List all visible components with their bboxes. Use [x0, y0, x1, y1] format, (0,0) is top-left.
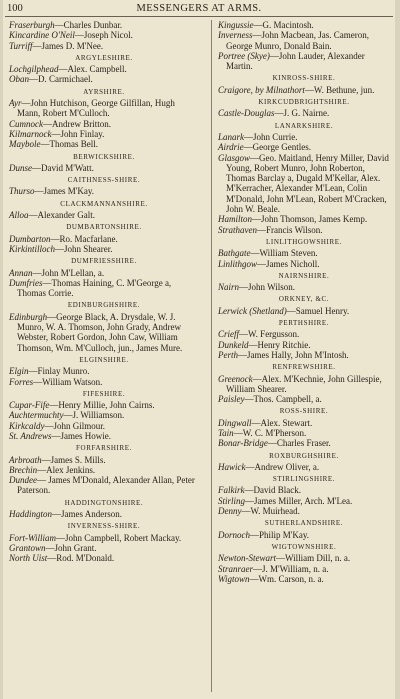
- messenger-names: —W. Fergusson.: [239, 329, 300, 340]
- place-name: Stranraer: [218, 563, 254, 574]
- messenger-names: —Geo. Maitland, Henry Miller, David Young, Robert Munro, John Roberton, Thomas Barclay a, Dugald M'Kellar, Alex. M'Kerracher, Alexander M'Lean, Colin M'Donald, John M'Lean, Robert M'Cracken, John W. Beale.: [226, 152, 389, 215]
- county-heading: STIRLINGSHIRE.: [272, 475, 336, 484]
- directory-entry: [9, 475, 199, 496]
- directory-entry: [218, 438, 390, 448]
- messenger-names: —William Watson.: [33, 376, 103, 387]
- messenger-names: —Francis Wilson.: [257, 224, 323, 235]
- messenger-names: —W. Bethune, jun.: [304, 84, 375, 95]
- directory-entry: [218, 85, 390, 95]
- directory-entry: [9, 20, 199, 30]
- directory-entry: [9, 278, 199, 299]
- left-column: [9, 20, 199, 564]
- directory-entry: [218, 225, 390, 235]
- page-number: 100: [7, 3, 23, 14]
- directory-entry: [218, 340, 390, 350]
- place-name: Dumbarton: [9, 233, 51, 244]
- place-name: Nairn: [218, 282, 240, 293]
- running-title: MESSENGERS AT ARMS.: [136, 3, 262, 14]
- header-rule: [5, 16, 393, 17]
- place-name: Lochgilphead: [9, 64, 59, 75]
- county-heading: CLACKMANNANSHIRE.: [60, 199, 148, 208]
- messenger-names: —James Hally, John M'Intosh.: [238, 349, 349, 360]
- messenger-names: —Andrew Britton.: [43, 118, 111, 129]
- directory-entry: [9, 533, 199, 543]
- directory-entry: [218, 306, 390, 316]
- messenger-names: —Philip M'Kay.: [250, 529, 310, 540]
- directory-entry: [9, 553, 199, 563]
- messenger-names: —David M'Watt.: [32, 162, 94, 173]
- messenger-names: —William Dill, n. a.: [276, 553, 351, 564]
- messenger-names: —John Grant.: [45, 542, 97, 553]
- directory-entry: [218, 51, 390, 72]
- directory-entry: [218, 282, 390, 292]
- messenger-names: —James S. Mills.: [41, 454, 106, 465]
- directory-entry: [218, 132, 390, 142]
- messenger-names: —Alexander Galt.: [28, 210, 95, 221]
- place-name: Dunkeld: [218, 339, 249, 350]
- messenger-names: —Thomas Bell.: [40, 139, 98, 150]
- county-heading: BERWICKSHIRE.: [73, 152, 135, 161]
- directory-entry: [9, 465, 199, 475]
- place-name: Bonar-Bridge: [218, 438, 268, 449]
- place-name: Haddington: [9, 509, 53, 520]
- messenger-names: —J. M'William, n. a.: [253, 563, 329, 574]
- directory-entry: [218, 214, 390, 224]
- directory-entry: [218, 462, 390, 472]
- directory-entry: [9, 234, 199, 244]
- right-column: [218, 20, 390, 584]
- place-name: Perth: [218, 349, 238, 360]
- directory-entry: [218, 153, 390, 215]
- messenger-names: —Samuel Henry.: [286, 305, 350, 316]
- county-heading: AYRSHIRE.: [83, 87, 125, 96]
- messenger-names: —John M'Lellan, a.: [32, 267, 105, 278]
- place-name: Inverness: [218, 30, 253, 41]
- place-name: Hamilton: [218, 214, 253, 225]
- county-heading: KIRKCUDBRIGHTSHIRE.: [258, 98, 350, 107]
- place-name: Falkirk: [218, 485, 245, 496]
- directory-entry: [9, 64, 199, 74]
- place-name: Fraserburgh: [9, 20, 55, 30]
- directory-entry: [218, 428, 390, 438]
- messenger-names: —Joseph Nicol.: [74, 30, 133, 41]
- place-name: Wigtown: [218, 573, 250, 584]
- county-heading: NAIRNSHIRE.: [278, 271, 330, 280]
- directory-entry: [218, 530, 390, 540]
- messenger-names: —Wm. Carson, n. a.: [249, 573, 324, 584]
- county-heading: HADDINGTONSHIRE.: [64, 498, 144, 507]
- messenger-names: —John Hutchison, George Gilfillan, Hugh Mann, Robert M'Culloch.: [17, 98, 175, 119]
- messenger-names: —David Black.: [244, 485, 301, 496]
- place-name: Crieff: [218, 329, 240, 340]
- directory-entry: [218, 259, 390, 269]
- county-heading: WIGTOWNSHIRE.: [271, 542, 337, 551]
- county-heading: RENFREWSHIRE.: [272, 363, 336, 372]
- messenger-names: —J. Williamson.: [63, 410, 125, 421]
- place-name: Ayr: [9, 98, 22, 109]
- messenger-names: —Henry Ritchie.: [248, 339, 311, 350]
- place-name: Oban: [9, 74, 29, 85]
- directory-entry: [9, 431, 199, 441]
- place-name: Strathaven: [218, 224, 257, 235]
- county-heading: ROXBURGHSHIRE.: [269, 451, 339, 460]
- directory-entry: [218, 248, 390, 258]
- messenger-names: —Charles Fraser.: [267, 438, 331, 449]
- county-heading: ARGYLESHIRE.: [75, 53, 133, 62]
- place-name: Brechin: [9, 464, 38, 475]
- messenger-names: — James M'Donald, Alexander Allan, Peter Paterson.: [17, 475, 195, 496]
- place-name: Kincardine O'Neil: [9, 30, 75, 41]
- messenger-names: —Alex Jenkins.: [37, 464, 96, 475]
- directory-entry: [9, 129, 199, 139]
- place-name: Lanark: [218, 131, 245, 142]
- messenger-names: —Andrew Oliver, a.: [245, 461, 320, 472]
- directory-entry: [218, 394, 390, 404]
- county-heading: EDINBURGHSHIRE.: [67, 301, 141, 310]
- place-name: Maybole: [9, 139, 41, 150]
- place-name: Kirkintilloch: [9, 243, 55, 254]
- directory-entry: [218, 350, 390, 360]
- messenger-names: —D. Carmichael.: [29, 74, 93, 85]
- place-name: Elgin: [9, 366, 29, 377]
- county-heading: INVERNESS-SHIRE.: [67, 522, 141, 531]
- directory-entry: [218, 108, 390, 118]
- place-name: Edinburgh: [9, 311, 48, 322]
- county-heading: KINROSS-SHIRE.: [272, 74, 336, 83]
- messenger-names: —John Thomson, James Kemp.: [252, 214, 368, 225]
- place-name: Lerwick (Shetland): [218, 305, 287, 316]
- directory-entry: [9, 186, 199, 196]
- directory-entry: [9, 41, 199, 51]
- place-name: Stirling: [218, 495, 246, 506]
- messenger-names: —John Wilson.: [239, 282, 295, 293]
- place-name: St. Andrews: [9, 430, 52, 441]
- place-name: Kingussie: [218, 20, 254, 30]
- place-name: Arbroath: [9, 454, 42, 465]
- directory-entry: [218, 142, 390, 152]
- messenger-names: —G. Macintosh.: [253, 20, 314, 30]
- directory-entry: [9, 119, 199, 129]
- messenger-names: —John Campbell, Robert Mackay.: [56, 532, 182, 543]
- place-name: Turriff: [9, 40, 33, 51]
- directory-entry: [9, 400, 199, 410]
- directory-entry: [9, 244, 199, 254]
- directory-entry: [218, 574, 390, 584]
- messenger-names: —James Anderson.: [52, 509, 123, 520]
- county-heading: ROSS-SHIRE.: [279, 407, 329, 416]
- messenger-names: —William Steven.: [250, 248, 318, 259]
- messenger-names: —George Black, A. Drysdale, W. J. Munro, W. A. Thomson, John Grady, Andrew Webster, Robert Gordon, John Caw, William Thomson, Wm. M'Culloch, jun., James Mure.: [17, 311, 183, 353]
- messenger-names: —John Finlay.: [51, 128, 105, 139]
- place-name: Portree (Skye): [218, 50, 270, 61]
- place-name: Dunse: [9, 162, 32, 173]
- messenger-names: —Alex. M'Kechnie, John Gillespie, William Shearer.: [226, 373, 382, 394]
- place-name: Denny: [218, 506, 242, 517]
- directory-entry: [9, 139, 199, 149]
- directory-entry: [9, 312, 199, 353]
- directory-entry: [218, 496, 390, 506]
- messenger-names: —Ro. Macfarlane.: [50, 233, 118, 244]
- place-name: Dingwall: [218, 417, 252, 428]
- place-name: Bathgate: [218, 248, 251, 259]
- county-heading: DUMBARTONSHIRE.: [66, 223, 142, 232]
- messenger-names: —W. Muirhead.: [241, 506, 300, 517]
- place-name: Kilmarnock: [9, 128, 52, 139]
- messenger-names: —James Howie.: [51, 430, 112, 441]
- place-name: Forres: [9, 376, 34, 387]
- messenger-names: —Charles Dunbar.: [54, 20, 123, 30]
- messenger-names: —Rod. M'Donald.: [47, 553, 115, 564]
- directory-entry: [9, 366, 199, 376]
- messenger-names: —James Miller, Arch. M'Lea.: [245, 495, 353, 506]
- directory-entry: [218, 30, 390, 51]
- directory-entry: [9, 377, 199, 387]
- messenger-names: —James Nicholl.: [257, 258, 320, 269]
- messenger-names: —James D. M'Nee.: [32, 40, 104, 51]
- county-heading: LANARKSHIRE.: [274, 121, 334, 130]
- messenger-names: —John Currie.: [244, 131, 298, 142]
- place-name: Dornoch: [218, 529, 250, 540]
- directory-entry: [218, 506, 390, 516]
- place-name: Dumfries: [9, 277, 43, 288]
- place-name: Annan: [9, 267, 33, 278]
- directory-entry: [9, 410, 199, 420]
- place-name: Castle-Douglas: [218, 108, 275, 119]
- messenger-names: —Thomas Haining, C. M'George a, Thomas Corrie.: [17, 277, 172, 299]
- place-name: North Uist: [9, 553, 48, 564]
- column-divider: [211, 20, 212, 692]
- place-name: Tain: [218, 427, 234, 438]
- county-heading: ELGINSHIRE.: [79, 355, 129, 364]
- place-name: Newton-Stewart: [218, 553, 276, 564]
- messenger-names: —John Lauder, Alexander Martin.: [226, 50, 365, 72]
- county-heading: CAITHNESS-SHIRE.: [67, 176, 141, 185]
- directory-entry: [9, 163, 199, 173]
- page-header: [3, 0, 395, 20]
- directory-entry: [9, 74, 199, 84]
- county-heading: FORFARSHIRE.: [76, 444, 132, 453]
- place-name: Alloa: [9, 210, 29, 221]
- place-name: Dundee: [9, 475, 37, 486]
- directory-entry: [218, 20, 390, 30]
- county-heading: SUTHERLANDSHIRE.: [264, 519, 344, 528]
- messenger-names: —W. C. M'Pherson.: [233, 427, 307, 438]
- county-heading: ORKNEY, &C.: [278, 295, 330, 304]
- book-page: [3, 0, 395, 699]
- directory-entry: [9, 543, 199, 553]
- county-heading: DUMFRIESSHIRE.: [71, 257, 137, 266]
- place-name: Craigore, by Milnathort: [218, 84, 305, 95]
- directory-entry: [9, 421, 199, 431]
- place-name: Greenock: [218, 373, 253, 384]
- messenger-names: —John Shearer.: [55, 243, 113, 254]
- place-name: Glasgow: [218, 152, 251, 163]
- directory-entry: [9, 509, 199, 519]
- messenger-names: —Alex. Stewart.: [251, 417, 313, 428]
- directory-entry: [9, 210, 199, 220]
- place-name: Cupar-Fife: [9, 400, 50, 411]
- directory-entry: [218, 564, 390, 574]
- place-name: Paisley: [218, 394, 245, 405]
- messenger-names: —Thos. Campbell, a.: [244, 394, 322, 405]
- messenger-names: —Alex. Campbell.: [58, 64, 127, 75]
- directory-entry: [218, 418, 390, 428]
- messenger-names: —Henry Millie, John Cairns.: [49, 400, 155, 411]
- messenger-names: —John Macbean, Jas. Cameron, George Munro, Donald Bain.: [226, 30, 369, 51]
- county-heading: LINLITHGOWSHIRE.: [266, 237, 342, 246]
- messenger-names: —George Gentles.: [243, 142, 311, 153]
- place-name: Cumnock: [9, 118, 43, 129]
- directory-entry: [218, 329, 390, 339]
- directory-entry: [9, 98, 199, 119]
- directory-entry: [9, 30, 199, 40]
- place-name: Thurso: [9, 186, 35, 197]
- place-name: Hawick: [218, 461, 246, 472]
- directory-entry: [9, 268, 199, 278]
- place-name: Fort-William: [9, 532, 56, 543]
- place-name: Linlithgow: [218, 258, 258, 269]
- messenger-names: —John Gilmour.: [44, 420, 106, 431]
- place-name: Kirkcaldy: [9, 420, 45, 431]
- directory-entry: [218, 374, 390, 395]
- county-heading: PERTHSHIRE.: [278, 319, 330, 328]
- directory-entry: [218, 485, 390, 495]
- place-name: Grantown: [9, 542, 46, 553]
- place-name: Auchtermuchty: [9, 410, 64, 421]
- county-heading: FIFESHIRE.: [82, 389, 126, 398]
- messenger-names: —James M'Kay.: [34, 186, 95, 197]
- place-name: Airdrie: [218, 142, 244, 153]
- messenger-names: —J. G. Nairne.: [274, 108, 330, 119]
- directory-entry: [218, 553, 390, 563]
- messenger-names: —Finlay Munro.: [28, 366, 90, 377]
- directory-entry: [9, 455, 199, 465]
